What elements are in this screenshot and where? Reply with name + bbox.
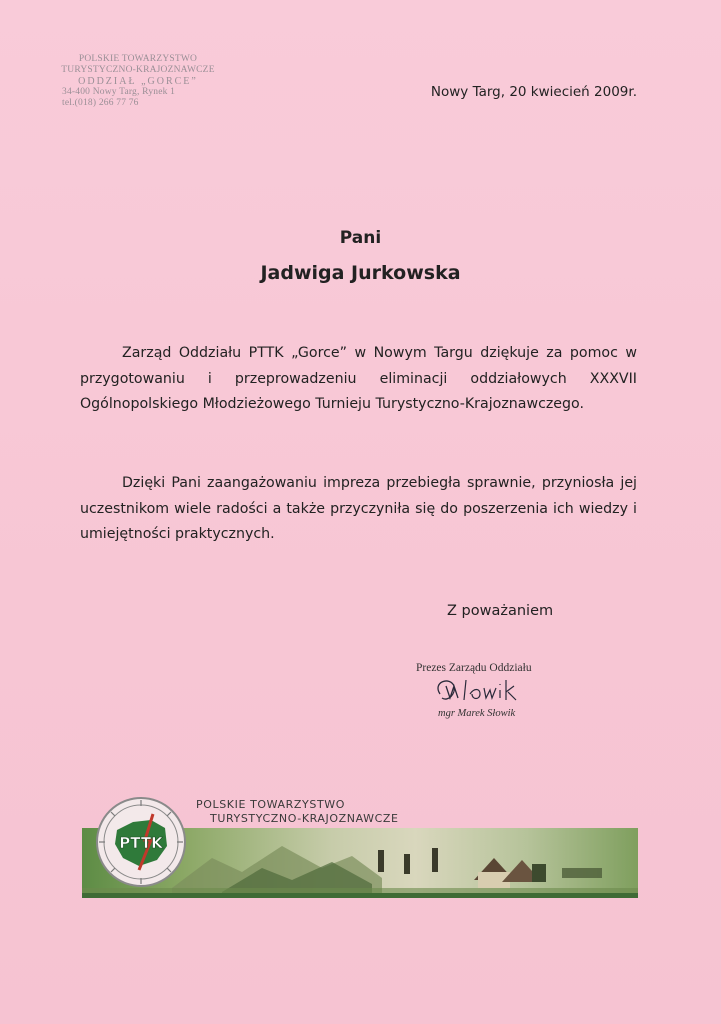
stamp-phone: tel.(018) 266 77 76: [62, 98, 139, 108]
handwritten-signature: [428, 672, 528, 708]
stamp-address: 34-400 Nowy Targ, Rynek 1: [62, 87, 176, 97]
footer-organization-name: [196, 798, 399, 826]
letter-date: Nowy Targ, 20 kwiecień 2009r.: [430, 84, 637, 100]
salutation: Pani: [339, 228, 382, 248]
footer-org-line-2: TURYSTYCZNO-KRAJOZNAWCZE: [210, 812, 399, 825]
stamp-line-1: POLSKIE TOWARZYSTWO: [78, 54, 198, 64]
stamp-line-2: TURYSTYCZNO-KRAJOZNAWCZE: [61, 65, 215, 75]
paragraph-2-text: Dzięki Pani zaangażowaniu impreza przebiegła sprawnie, przyniosła jej uczestnikom wiele radości a także przyczyniła się do poszerzenia ich wiedzy i umiejętności praktycznych.: [80, 475, 637, 542]
logo-text: PTTK: [119, 834, 163, 852]
recipient-name: Jadwiga Jurkowska: [260, 262, 461, 284]
body-paragraph-2: [80, 471, 637, 548]
closing-phrase: Z poważaniem: [447, 603, 554, 619]
signatory-title: Prezes Zarządu Oddziału: [416, 662, 532, 674]
banner-base-stripe: [82, 893, 638, 898]
signatory-name: mgr Marek Słowik: [438, 708, 516, 719]
footer-org-line-1: POLSKIE TOWARZYSTWO: [196, 798, 346, 811]
stamp-line-3: ODDZIAŁ „GORCE”: [78, 76, 198, 87]
body-paragraph-1: [80, 341, 637, 418]
pttk-emblem-icon: [95, 796, 187, 888]
organization-stamp: [48, 54, 228, 109]
paragraph-1-text: Zarząd Oddziału PTTK „Gorce” w Nowym Targu dziękuje za pomoc w przygotowaniu i przeprowadzeniu eliminacji oddziałowych XXXVII Ogólnopolskiego Młodzieżowego Turnieju Turystyczno-Krajoznawczego.: [80, 345, 637, 412]
